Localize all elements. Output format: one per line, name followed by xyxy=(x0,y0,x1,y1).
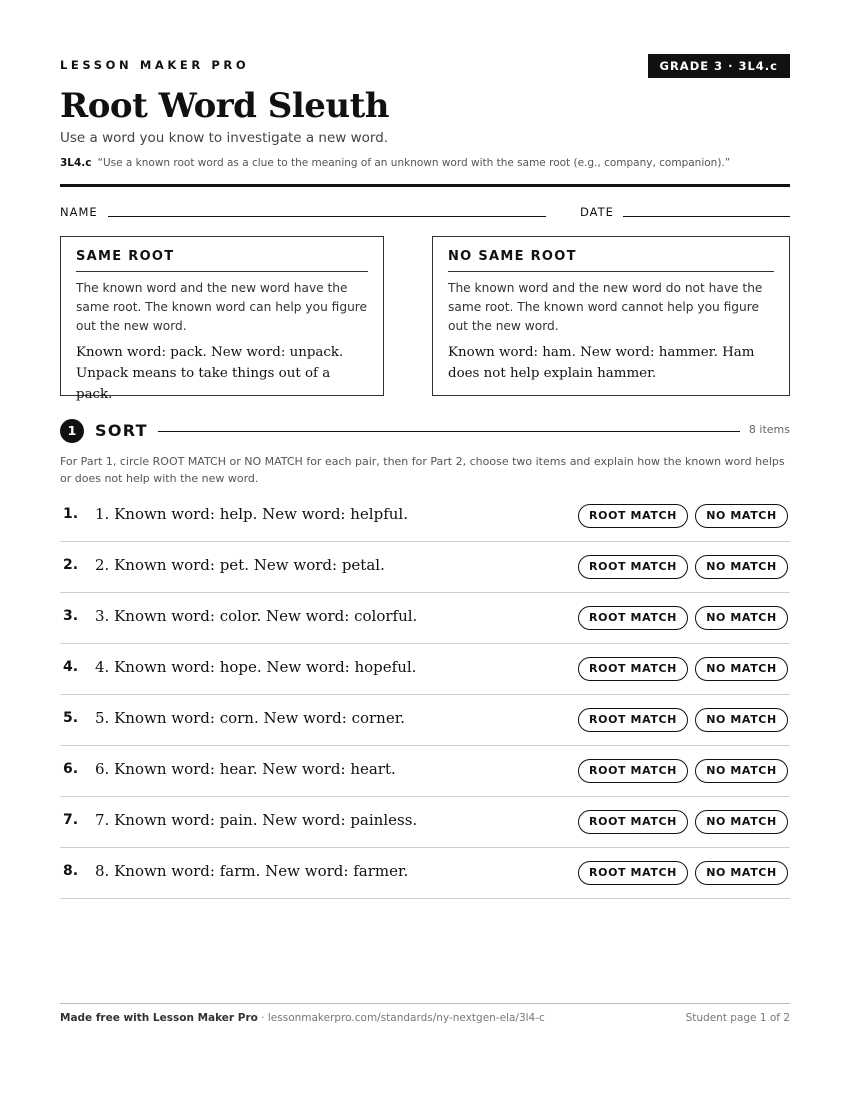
section-title: SORT xyxy=(95,421,148,440)
item-count: 8 items xyxy=(748,423,790,436)
standard-line xyxy=(60,157,730,169)
item-number: 1. xyxy=(63,506,79,522)
no-match-option[interactable]: NO MATCH xyxy=(695,657,788,681)
item-number: 6. xyxy=(63,761,79,777)
item-number: 2. xyxy=(63,557,79,573)
standard-text: “Use a known root word as a clue to the meaning of an unknown word with the same root (e.g., company, companion).” xyxy=(97,157,731,169)
date-label: DATE xyxy=(580,205,614,219)
root-match-option[interactable]: ROOT MATCH xyxy=(578,861,688,885)
section-divider xyxy=(158,431,740,432)
item-number: 3. xyxy=(63,608,79,624)
footer-url[interactable]: lessonmakerpro.com/standards/ny-nextgen-ela/3l4-c xyxy=(267,1012,545,1024)
name-label: NAME xyxy=(60,205,98,219)
no-match-option[interactable]: NO MATCH xyxy=(695,861,788,885)
no-match-option[interactable]: NO MATCH xyxy=(695,759,788,783)
root-match-option[interactable]: ROOT MATCH xyxy=(578,708,688,732)
box-description: The known word and the new word have the same root. The known word can help you figure out the new word. xyxy=(76,281,368,333)
no-match-option[interactable]: NO MATCH xyxy=(695,606,788,630)
root-match-option[interactable]: ROOT MATCH xyxy=(578,555,688,579)
page-subtitle: Use a word you know to investigate a new word. xyxy=(60,130,389,146)
item-text: 7. Known word: pain. New word: painless. xyxy=(95,811,418,829)
list-item xyxy=(60,644,790,695)
box-example: Known word: ham. New word: hammer. Ham does not help explain hammer. xyxy=(448,345,755,381)
item-number: 7. xyxy=(63,812,79,828)
no-match-option[interactable]: NO MATCH xyxy=(695,708,788,732)
no-match-option[interactable]: NO MATCH xyxy=(695,810,788,834)
box-example: Known word: pack. New word: unpack. Unpack means to take things out of a pack. xyxy=(76,345,344,402)
section-number-badge: 1 xyxy=(60,419,84,443)
list-item xyxy=(60,695,790,746)
root-match-option[interactable]: ROOT MATCH xyxy=(578,606,688,630)
date-field[interactable] xyxy=(623,216,790,217)
root-match-option[interactable]: ROOT MATCH xyxy=(578,810,688,834)
item-text: 3. Known word: color. New word: colorful. xyxy=(95,607,418,625)
footer-made-with: Made free with Lesson Maker Pro xyxy=(60,1012,258,1024)
list-item xyxy=(60,848,790,899)
same-root-box xyxy=(60,236,384,402)
footer-divider xyxy=(60,1003,790,1004)
item-text: 2. Known word: pet. New word: petal. xyxy=(95,556,385,574)
no-match-option[interactable]: NO MATCH xyxy=(695,555,788,579)
name-field[interactable] xyxy=(108,216,546,217)
item-text: 4. Known word: hope. New word: hopeful. xyxy=(95,658,417,676)
root-match-option[interactable]: ROOT MATCH xyxy=(578,657,688,681)
item-text: 5. Known word: corn. New word: corner. xyxy=(95,709,406,727)
footer-credit xyxy=(60,1012,545,1024)
section-instructions: For Part 1, circle ROOT MATCH or NO MATCH for each pair, then for Part 2, choose two items and explain how the known word helps or does not help with the new word. xyxy=(60,455,785,485)
box-description: The known word and the new word do not have the same root. The known word cannot help you figure out the new word. xyxy=(448,281,763,333)
page-indicator: Student page 1 of 2 xyxy=(685,1012,790,1024)
box-title: SAME ROOT xyxy=(76,249,368,272)
item-text: 1. Known word: help. New word: helpful. xyxy=(95,505,408,523)
list-item xyxy=(60,593,790,644)
box-title: NO SAME ROOT xyxy=(448,249,774,272)
list-item xyxy=(60,746,790,797)
brand-name: LESSON MAKER PRO xyxy=(60,58,250,72)
item-number: 5. xyxy=(63,710,79,726)
list-item xyxy=(60,491,790,542)
page-title: Root Word Sleuth xyxy=(60,86,390,126)
list-item xyxy=(60,797,790,848)
item-list xyxy=(60,491,790,899)
worksheet-page xyxy=(60,0,790,1100)
no-same-root-box xyxy=(432,236,790,396)
root-match-option[interactable]: ROOT MATCH xyxy=(578,759,688,783)
item-number: 8. xyxy=(63,863,79,879)
footer-separator: · xyxy=(257,1012,268,1024)
no-match-option[interactable]: NO MATCH xyxy=(695,504,788,528)
item-text: 6. Known word: hear. New word: heart. xyxy=(95,760,396,778)
item-number: 4. xyxy=(63,659,79,675)
root-match-option[interactable]: ROOT MATCH xyxy=(578,504,688,528)
grade-badge: GRADE 3 · 3L4.c xyxy=(648,54,791,78)
list-item xyxy=(60,542,790,593)
item-text: 8. Known word: farm. New word: farmer. xyxy=(95,862,409,880)
standard-code: 3L4.c xyxy=(60,157,92,169)
header-divider xyxy=(60,184,790,187)
